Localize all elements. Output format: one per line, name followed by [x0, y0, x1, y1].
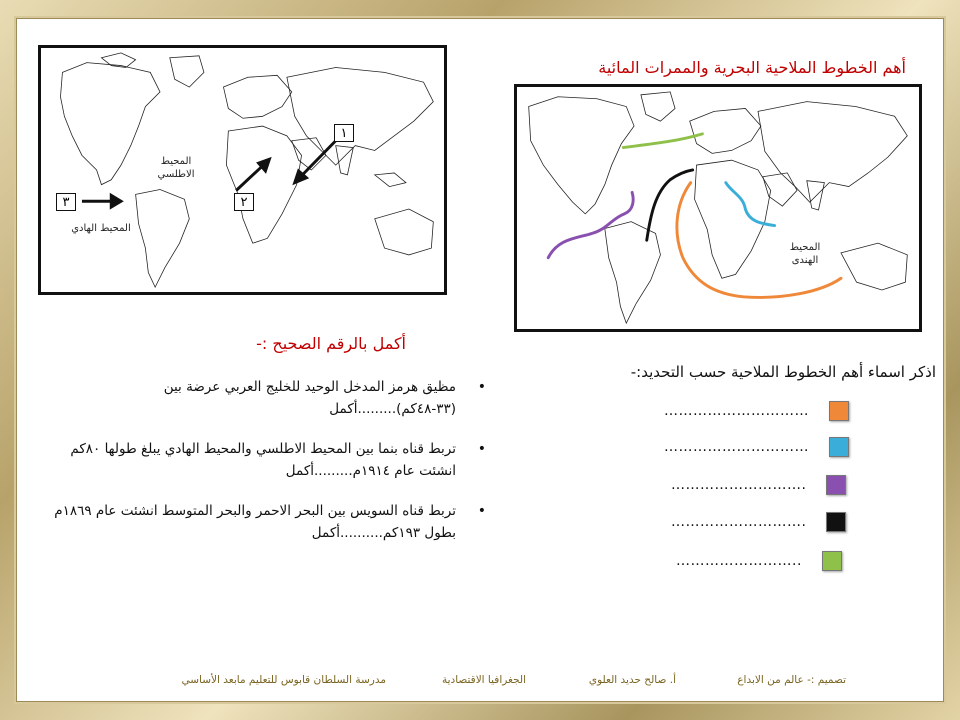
exercise-left-heading: أكمل بالرقم الصحيح :-: [256, 334, 406, 353]
route-cyan: [726, 183, 775, 226]
footer-design: تصميم :- عالم من الابداع: [737, 674, 846, 686]
routes-map-outline: [517, 87, 919, 329]
bullet-icon: •: [477, 379, 486, 395]
swatch-cyan: [829, 437, 849, 457]
world-map-outline: [41, 48, 444, 292]
item-text: تربط قناه بنما بين المحيط الاطلسي والمحيط الهادي يبلغ طولها ٨٠كم انشئت عام ١٩١٤م.........أكمل: [70, 441, 456, 479]
legend-row-orange: [664, 400, 849, 422]
marker-1: ١: [334, 124, 354, 142]
swatch-black: [826, 512, 846, 532]
footer: [146, 674, 846, 692]
route-purple: [548, 192, 633, 257]
world-map-routes: [514, 84, 922, 332]
exercise-right-heading: اذكر اسماء أهم الخطوط الملاحية حسب التحديد:-: [630, 363, 936, 381]
list-item: [36, 438, 486, 482]
route-black: [647, 170, 693, 240]
label-indian-ocean: المحيط الهندى: [789, 242, 821, 266]
marker-3: ٣: [56, 193, 76, 211]
swatch-orange: [829, 401, 849, 421]
answer-blank: ……………………….: [671, 514, 807, 530]
item-text: تربط قناه السويس بين البحر الاحمر والبحر المتوسط انشئت عام ١٨٦٩م بطول ١٩٣كم..........أكمل: [54, 503, 456, 541]
answer-blank: …………………………: [664, 403, 809, 419]
answer-blank: ……………………….: [671, 477, 807, 493]
slide: [16, 18, 944, 702]
list-item: [36, 500, 486, 544]
marker-2: ٢: [234, 193, 254, 211]
footer-subject: الجغرافيا الاقتصادية: [441, 674, 526, 686]
label-atlantic: المحيط الاطلسي: [157, 156, 195, 180]
exercise-left-list: [36, 376, 486, 556]
world-map-canals: [38, 45, 447, 295]
list-item: [36, 376, 486, 420]
legend-row-cyan: [664, 436, 849, 458]
legend-row-black: [671, 511, 846, 533]
label-pacific: المحيط الهادي: [71, 223, 131, 234]
footer-school: مدرسة السلطان قابوس للتعليم مابعد الأساسي: [181, 674, 386, 686]
answer-blank: …………………………: [664, 439, 809, 455]
bullet-icon: •: [477, 441, 486, 457]
footer-teacher: أ. صالح حديد العلوي: [588, 674, 676, 686]
legend-row-purple: [671, 474, 846, 496]
swatch-green: [822, 551, 842, 571]
bullet-icon: •: [477, 503, 486, 519]
legend-row-green: [676, 550, 842, 572]
right-map-title: أهم الخطوط الملاحية البحرية والممرات المائية: [598, 58, 906, 77]
route-orange: [677, 183, 841, 298]
route-green: [623, 134, 702, 148]
item-text: مظيق هرمز المدخل الوحيد للخليج العربي عرضة بين (٣٣-٤٨كم).........أكمل: [163, 379, 456, 417]
answer-blank: ……………………..: [676, 553, 802, 569]
swatch-purple: [826, 475, 846, 495]
